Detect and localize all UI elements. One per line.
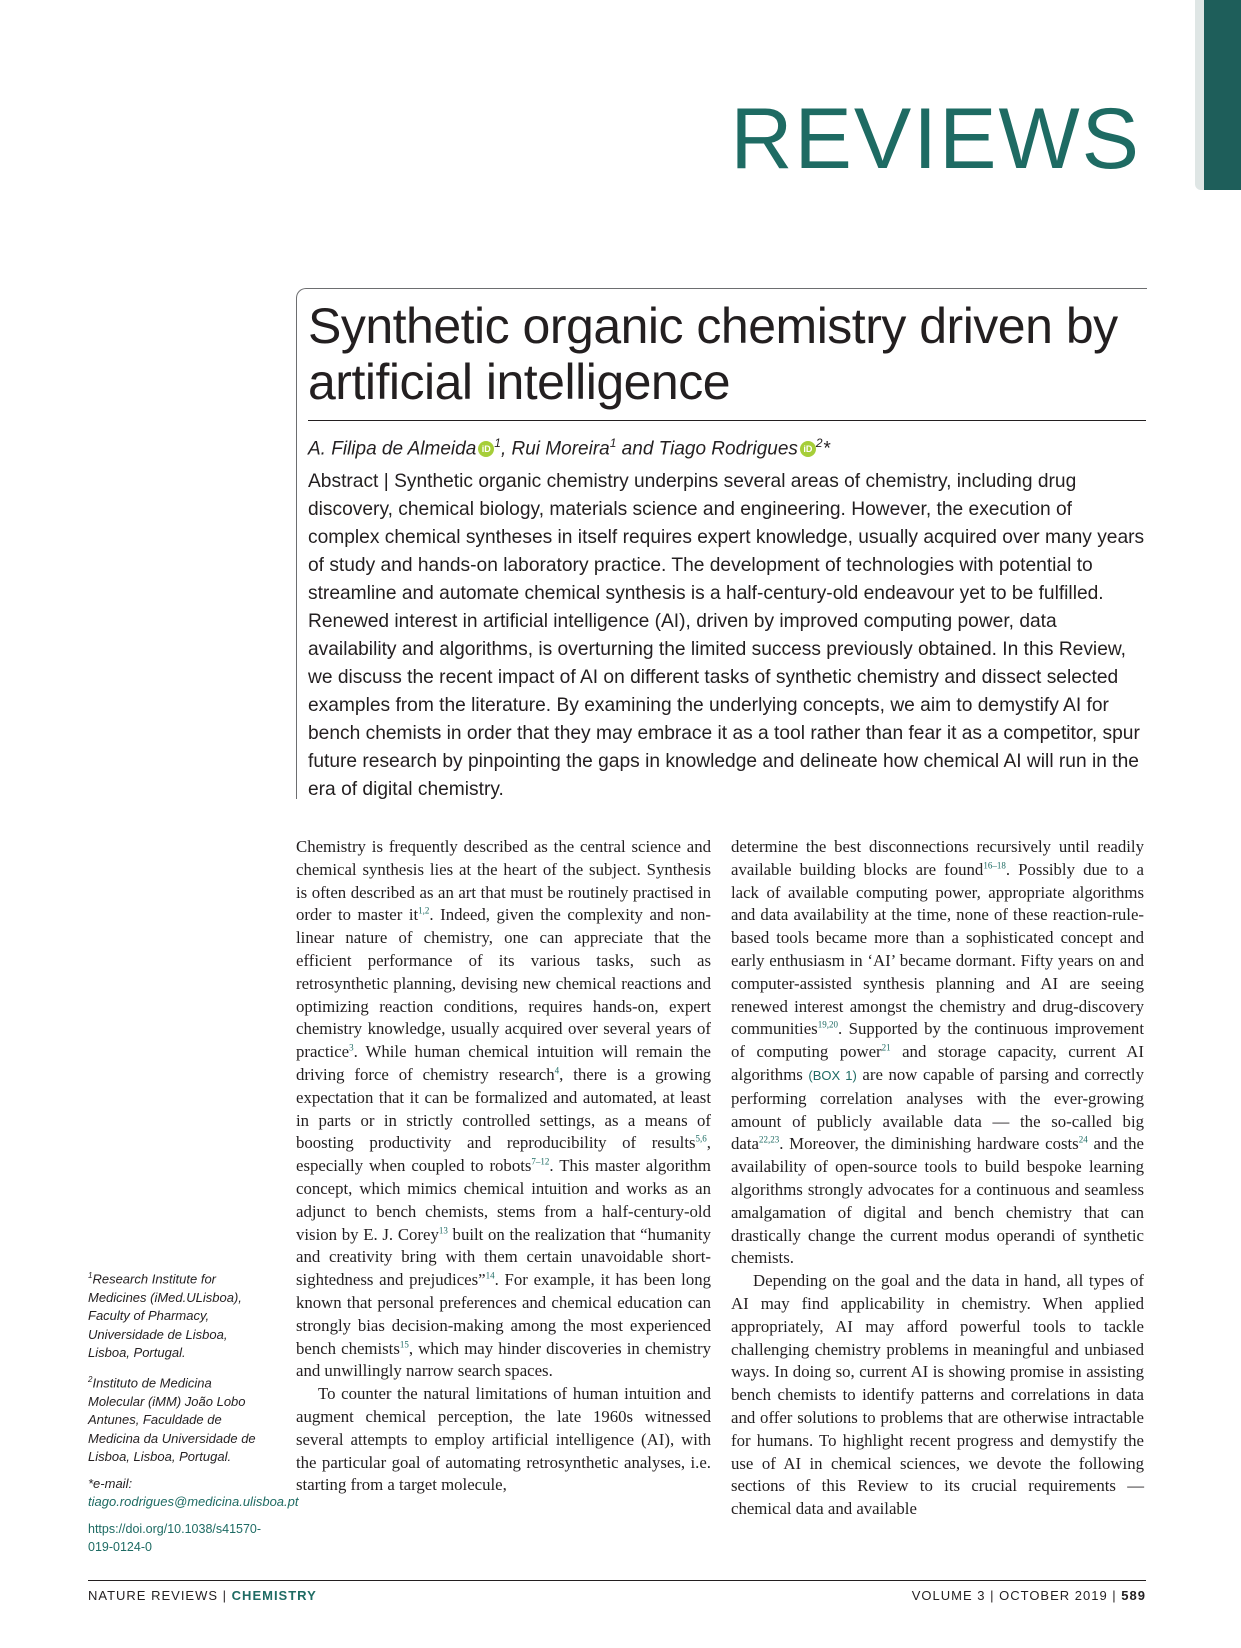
footer-divider [88,1580,1146,1581]
abstract-divider: | [383,471,389,492]
journal-name: NATURE REVIEWS [88,1588,219,1603]
citation-ref[interactable]: 16–18 [983,860,1006,871]
author-separator: , [500,438,512,460]
author-separator: and [616,438,659,460]
author-affil: 1 [609,436,617,450]
citation-ref[interactable]: 4 [554,1065,560,1076]
author-affil: 2 [815,436,823,450]
citation-ref[interactable]: 15 [399,1338,409,1349]
body-paragraph: Depending on the goal and the data in hand, all types of AI may find applicability in chemistry. When applied appropriately, AI may afford powerful tools to tackle challenging chemistry problems in meaningful and unbiased ways. In doing so, current AI is showing promise in assisting bench chemists to identify patterns and correlations in data and offer solutions to problems that are otherwise intractable for humans. To highlight recent progress and demystify the use of AI in chemical sciences, we devote the following sections of this Review to its crucial requirements — chemical data and available [731,1271,1144,1519]
citation-ref[interactable]: 22,23 [758,1134,780,1145]
citation-ref[interactable]: 1,2 [418,905,430,916]
corresponding-mark: * [822,438,831,460]
issue-info: VOLUME 3 | OCTOBER 2019 | [911,1588,1122,1603]
footer-separator: | [218,1588,232,1603]
citation-ref[interactable]: 3 [349,1042,354,1053]
abstract-label: Abstract [308,471,379,492]
orcid-icon[interactable]: iD [478,441,494,457]
affiliation-2 [88,1371,268,1467]
page-tab-shadow [1195,0,1204,190]
affiliation-number: 1 [88,1271,93,1280]
title-divider [308,420,1146,421]
affiliation-text: Research Institute for Medicines (iMed.ULisboa), Faculty of Pharmacy, Universidade de Lisboa, Lisboa, Portugal. [88,1271,242,1361]
doi-link[interactable]: https://doi.org/10.1038/s41570-019-0124-0 [88,1521,262,1555]
page-number: 589 [1121,1588,1146,1603]
author-name: Tiago Rodrigues [658,438,798,460]
body-column-right [731,836,1144,1521]
author-name: A. Filipa de Almeida [308,438,477,460]
orcid-icon[interactable]: iD [800,441,816,457]
footer-journal [88,1588,317,1603]
citation-ref[interactable]: 19,20 [817,1019,838,1030]
affiliation-number: 2 [88,1374,93,1384]
email-label: *e-mail: [88,1475,133,1491]
body-paragraph: To counter the natural limitations of human intuition and augment chemical perception, the late 1960s witnessed several attempts to employ artificial intelligence (AI), with the particular goal of automating retrosynthetic analyses, i.e. starting from a target molecule, [296,1384,711,1495]
citation-ref[interactable]: 24 [1078,1134,1088,1145]
journal-subject: CHEMISTRY [231,1588,317,1603]
affiliation-1 [88,1267,268,1363]
abstract [308,468,1148,804]
body-column-left [296,836,711,1497]
doi [88,1520,268,1557]
abstract-text: Synthetic organic chemistry underpins several areas of chemistry, including drug discovery, chemical biology, materials science and engineering. However, the execution of complex chemical syntheses in itself requires expert knowledge, usually acquired over many years of study and hands-on laboratory practice. The development of technologies with potential to streamline and automate chemical synthesis is a half-century-old endeavour yet to be fulfilled. Renewed interest in artificial intelligence (AI), driven by improved computing power, data availability and algorithms, is overturning the limited success previously obtained. In this Review, we discuss the recent impact of AI on different tasks of synthetic chemistry and dissect selected examples from the literature. By examining the underlying concepts, we aim to demystify AI for bench chemists in order that they may embrace it as a tool rather than fear it as a competitor, spur future research by pinpointing the gaps in knowledge and delineate how chemical AI will run in the era of digital chemistry. [308,471,1145,800]
citation-ref[interactable]: 7–12 [531,1156,550,1167]
section-label: REVIEWS [730,91,1141,187]
author-list [308,430,1128,462]
citation-ref[interactable]: 21 [881,1042,891,1053]
page-tab-marker [1204,0,1241,190]
citation-ref[interactable]: 5,6 [695,1133,707,1144]
footer-issue [912,1588,1146,1603]
article-title: Synthetic organic chemistry driven by artificial intelligence [308,298,1118,410]
citation-ref[interactable]: 13 [438,1224,448,1235]
author-affil: 1 [494,436,501,450]
box-reference-link[interactable]: (BOX 1) [808,1067,857,1083]
correspondence-email [88,1475,299,1512]
body-paragraph: Chemistry is frequently described as the central science and chemical synthesis lies at the heart of the subject. Synthesis is often described as an art that must be routinely practised in order to master it$^{1,2}$. Indeed, given the complexity and non-linear nature of chemistry, one can appreciate that the efficient performance of its various tasks, such as retrosynthetic planning, devising new chemical reactions and optimizing reaction conditions, requires hands-on, expert chemistry knowledge, usually acquired over several years of practice$^3$. While human chemical intuition will remain the driving force of chemistry research$^4$, there is a growing expectation that it can be formalized and automated, at least in parts or in strictly controlled settings, as a means of boosting productivity and reproducibility of results$^{5,6}$, especially when coupled to robots$^{7-12}$. This master algorithm concept, which mimics chemical intuition and works as an adjunct to bench chemists, stems from a half-century-old vision by E. J. Corey$^{13}$ built on the realization that “humanity and creativity bring with them certain unavoidable short-sightedness and prejudices”$^{14}$. For example, it has been long known that personal preferences and chemical education can strongly bias decision-making among the most experienced bench chemists$^{15}$, which may hinder discoveries in chemistry and unwillingly narrow search spaces. [296,837,712,1381]
citation-ref[interactable]: 14 [485,1270,495,1281]
body-paragraph: determine the best disconnections recursively until readily available building blocks are found$^{16-18}$. Possibly due to a lack of available computing power, appropriate algorithms and data availability at the time, none of these reaction-rule-based tools became more than a sophisticated concept and early enthusiasm in ‘AI’ became dormant. Fifty years on and computer-assisted synthesis planning and AI are seeing renewed interest amongst the chemistry and drug-discovery communities$^{19,20}$. Supported by the continuous improvement of computing power$^{21}$ and storage capacity, current AI algorithms (BOX 1) are now capable of parsing and correctly performing correlation analyses with the ever-growing amount of publicly available data — the so-called big data$^{22,23}$. Moreover, the diminishing hardware costs$^{24}$ and the availability of open-source tools to build bespoke learning algorithms strongly advocates for a continuous and seamless amalgamation of digital and bench chemistry that can drastically change the current modus operandi of synthetic chemists. [731,837,1144,1268]
affiliation-text: Instituto de Medicina Molecular (iMM) João Lobo Antunes, Faculdade de Medicina da Universidade de Lisboa, Lisboa, Portugal. [88,1375,256,1465]
affiliations [88,1267,299,1565]
email-link[interactable]: tiago.rodrigues@medicina.ulisboa.pt [88,1494,299,1510]
author-name: Rui Moreira [511,438,610,460]
